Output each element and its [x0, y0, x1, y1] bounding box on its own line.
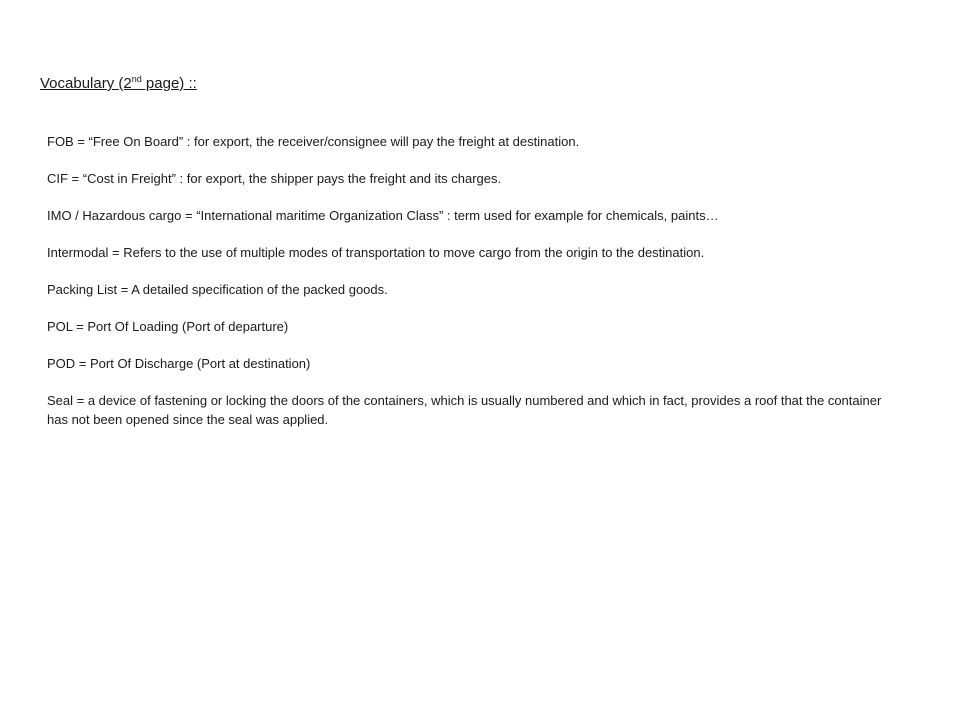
vocabulary-list	[47, 132, 887, 447]
entry-pol: POL = Port Of Loading (Port of departure)	[47, 319, 289, 334]
title-suffix: page) ::	[141, 75, 197, 92]
entry-intermodal: Intermodal = Refers to the use of multiple modes of transportation to move cargo from the origin to the destination.	[47, 245, 705, 260]
entry-seal: Seal = a device of fastening or locking the doors of the containers, which is usually numbered and which in fact, provides a roof that the container has not been opened since the seal was applied.	[47, 393, 882, 427]
entry-fob: FOB = “Free On Board” : for export, the receiver/consignee will pay the freight at destination.	[47, 134, 580, 149]
entry-imo: IMO / Hazardous cargo = “International maritime Organization Class” : term used for example for chemicals, paints…	[47, 208, 719, 223]
entry-pod: POD = Port Of Discharge (Port at destination)	[47, 356, 311, 371]
title-superscript: nd	[131, 74, 142, 84]
entry-packing-list: Packing List = A detailed specification of the packed goods.	[47, 282, 388, 297]
title-prefix: Vocabulary (2	[40, 75, 132, 92]
slide-title	[40, 75, 197, 92]
entry-cif: CIF = “Cost in Freight” : for export, the shipper pays the freight and its charges.	[47, 171, 502, 186]
